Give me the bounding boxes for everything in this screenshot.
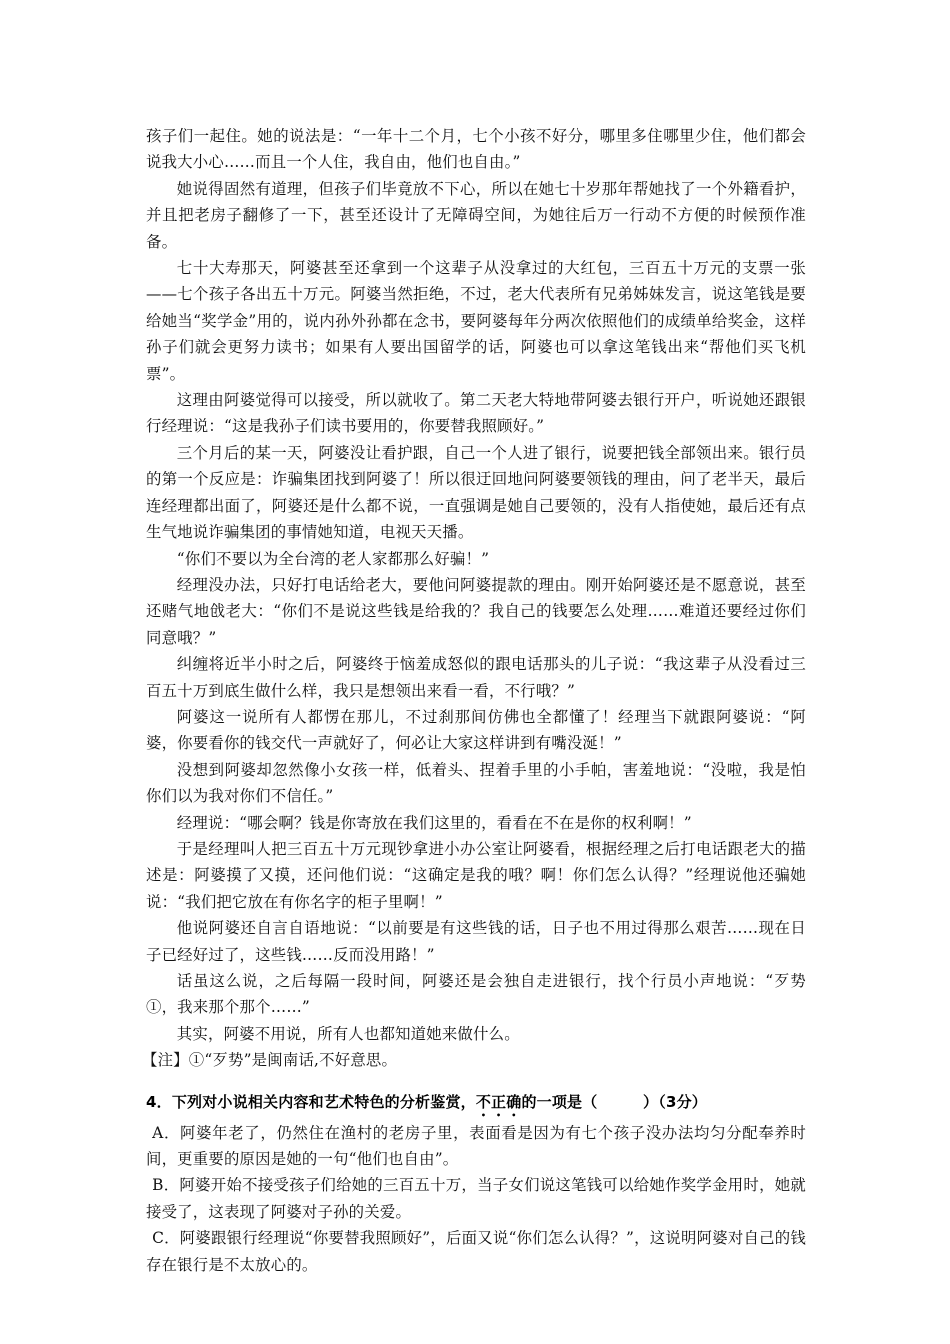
question-emphasis: 不正确 — [475, 1092, 522, 1111]
passage-paragraph: 这理由阿婆觉得可以接受，所以就收了。第二天老大特地带阿婆去银行开户，听说她还跟银行经理说：“这是我孙子们读书要用的，你要替我照顾好。” — [146, 391, 806, 436]
passage-paragraph: 于是经理叫人把三百五十万元现钞拿进小办公室让阿婆看，根据经理之后打电话跟老大的描述是：阿婆摸了又摸，还问他们说：“这确定是我的哦？啊！你们怎么认得？”经理说他还骗她说：“我们把它放在有你名字的柜子里啊！” — [146, 839, 806, 911]
passage-paragraph: 她说得固然有道理，但孩子们毕竟放不下心，所以在她七十岁那年帮她找了一个外籍看护，并且把老房子翻修了一下，甚至还设计了无障碍空间，为她往后万一行动不方便的时候预作准备。 — [146, 179, 806, 251]
passage-paragraph: 阿婆这一说所有人都愣在那儿，不过刹那间仿佛也全都懂了！经理当下就跟阿婆说：“阿婆，你要看你的钱交代一声就好了，何必让大家这样讲到有嘴没涎！” — [146, 707, 806, 753]
passage-paragraph: 他说阿婆还自言自语地说：“以前要是有这些钱的话，日子也不用过得那么艰苦……现在日子已经好过了，这些钱……反而没用路！” — [146, 919, 806, 964]
passage-paragraph: 孩子们一起住。她的说法是：“一年十二个月，七个小孩不好分，哪里多住哪里少住，他们都会说我大小心……而且一个人住，我自由，他们也自由。” — [146, 127, 806, 172]
footnote: 【注】①“歹势”是闽南话,不好意思。 — [142, 1051, 398, 1070]
answer-option-c: C．阿婆跟银行经理说“你要替我照顾好”，后面又说“你们怎么认得？”，这说明阿婆对自己的钱存在银行是不太放心的。 — [146, 1229, 806, 1274]
question-suffix: 的一项是（ ）（3分） — [521, 1092, 707, 1111]
passage-paragraph: 话虽这么说，之后每隔一段时间，阿婆还是会独自走进银行，找个行员小声地说：“歹势①，我来那个那个……” — [146, 972, 806, 1017]
passage-paragraph: 其实，阿婆不用说，所有人也都知道她来做什么。 — [176, 1024, 520, 1043]
passage-paragraph: 七十大寿那天，阿婆甚至还拿到一个这辈子从没拿过的大红包，三百五十万元的支票一张——七个孩子各出五十万元。阿婆当然拒绝，不过，老大代表所有兄弟姊妹发言，说这笔钱是要给她当“奖学金”用的，说内孙外孙都在念书，要阿婆每年分两次依照他们的成绩单给奖金，这样孙子们就会更努力读书；如果有人要出国留学的话，阿婆也可以拿这笔钱出来“帮他们买飞机票”。 — [146, 259, 806, 383]
passage-paragraph: “你们不要以为全台湾的老人家都那么好骗！” — [176, 549, 490, 568]
answer-option-b: B．阿婆开始不接受孩子们给她的三百五十万，当子女们说这笔钱可以给她作奖学金用时，她就接受了，这表现了阿婆对子孙的关爱。 — [146, 1176, 806, 1221]
question-stem — [146, 1088, 806, 1120]
question-prefix: 4．下列对小说相关内容和艺术特色的分析鉴赏， — [146, 1092, 476, 1111]
passage-paragraph: 经理说：“哪会啊？钱是你寄放在我们这里的，看看在不在是你的权利啊！” — [176, 813, 692, 832]
answer-option-a: A．阿婆年老了，仍然住在渔村的老房子里，表面看是因为有七个孩子没办法均匀分配奉养时间，更重要的原因是她的一句“他们也自由”。 — [146, 1123, 806, 1169]
passage-paragraph: 三个月后的某一天，阿婆没让看护跟，自己一个人进了银行，说要把钱全部领出来。银行员的第一个反应是：诈骗集团找到阿婆了！所以很迂回地问阿婆要领钱的理由，问了老半天，最后连经理都出面了，阿婆还是什么都不说，一直强调是她自己要领的，没有人指使她，最后还有点生气地说诈骗集团的事情她知道，电视天天播。 — [146, 443, 806, 542]
passage-paragraph: 经理没办法，只好打电话给老大，要他问阿婆提款的理由。刚开始阿婆还是不愿意说，甚至还赌气地戗老大：“你们不是说这些钱是给我的？我自己的钱要怎么处理……难道还要经过你们同意哦？” — [146, 575, 806, 647]
passage-paragraph: 没想到阿婆却忽然像小女孩一样，低着头、捏着手里的小手帕，害羞地说：“没啦，我是怕你们以为我对你们不信任。” — [146, 760, 806, 806]
document-content — [142, 123, 806, 1278]
passage-paragraph: 纠缠将近半小时之后，阿婆终于恼羞成怒似的跟电话那头的儿子说：“我这辈子从没看过三百五十万到底生做什么样，我只是想领出来看一看，不行哦？” — [146, 655, 806, 700]
